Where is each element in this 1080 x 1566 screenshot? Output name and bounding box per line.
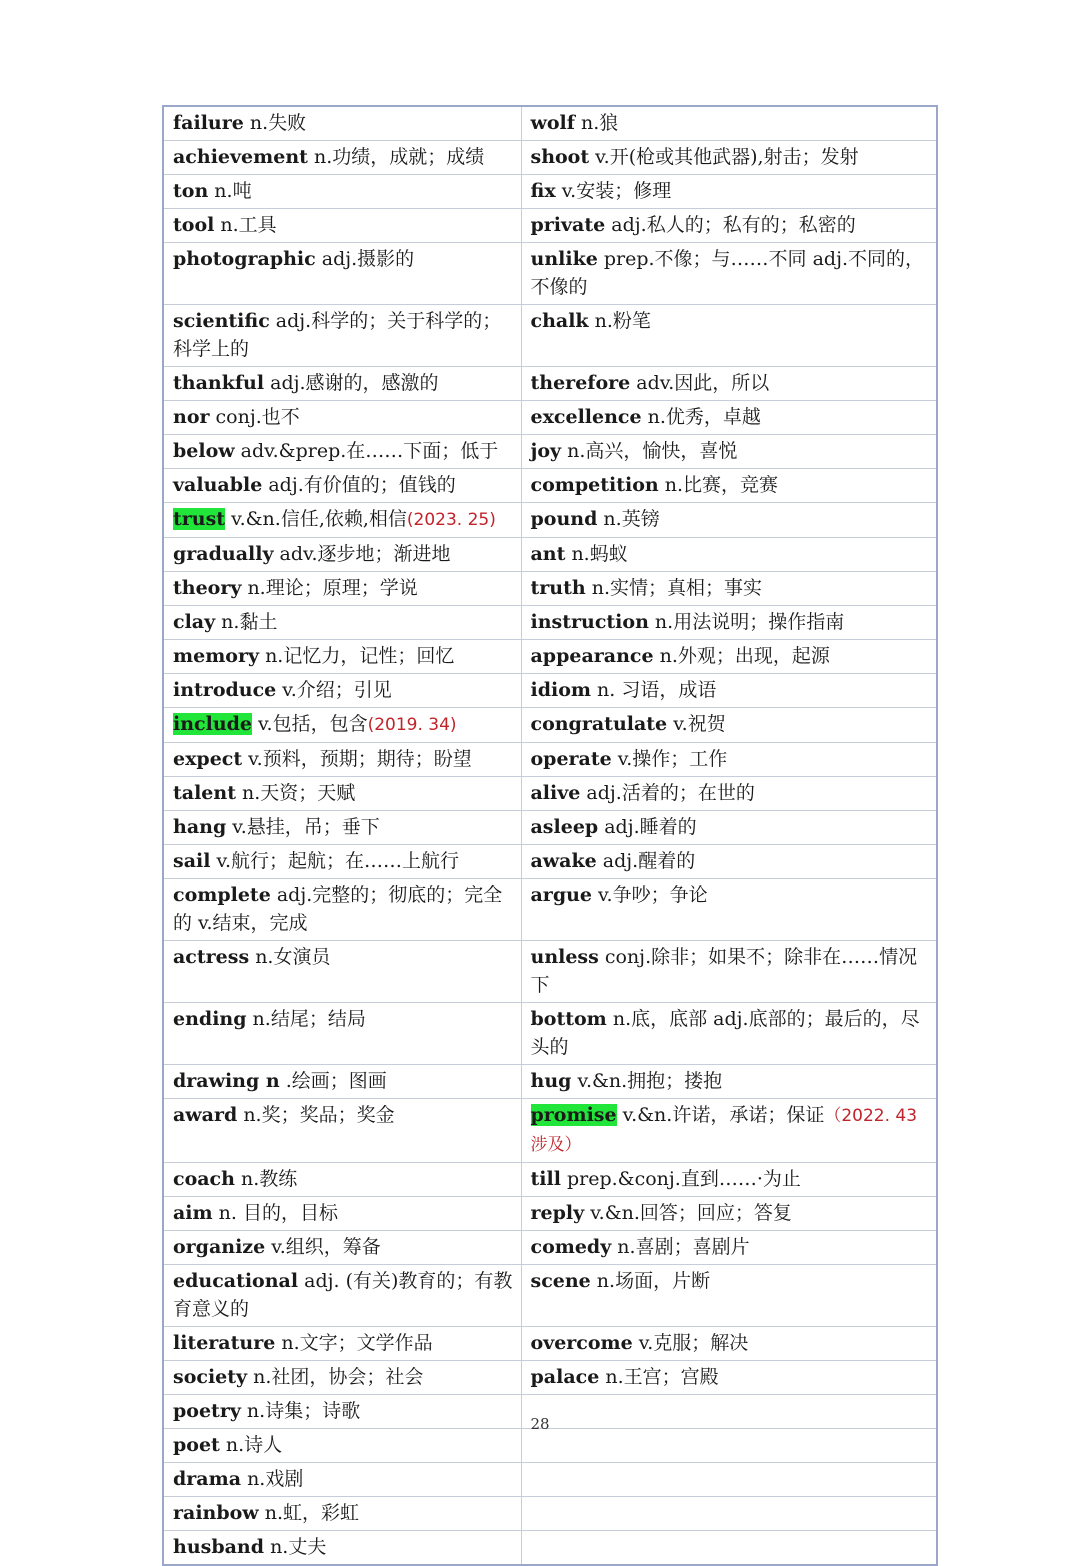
vocab-word: appearance xyxy=(530,645,654,667)
vocab-word: unless xyxy=(530,946,599,968)
right-cell xyxy=(521,1463,937,1497)
table-row xyxy=(163,106,937,141)
left-cell xyxy=(163,106,521,141)
vocab-word: memory xyxy=(173,645,260,667)
vocab-word: fix xyxy=(530,180,556,202)
right-cell xyxy=(521,1265,937,1327)
right-cell xyxy=(521,1497,937,1531)
definition: v.开(枪或其他武器),射击；发射 xyxy=(589,146,859,168)
left-cell xyxy=(163,1099,521,1163)
definition: n.英镑 xyxy=(597,508,660,530)
left-cell xyxy=(163,141,521,175)
right-cell xyxy=(521,141,937,175)
table-row xyxy=(163,640,937,674)
exam-reference: (2023. 25) xyxy=(406,510,496,530)
definition: n.丈夫 xyxy=(264,1536,327,1558)
right-cell xyxy=(521,469,937,503)
definition: n.诗人 xyxy=(219,1434,283,1456)
definition: n.黏土 xyxy=(215,611,278,633)
definition: n.蚂蚁 xyxy=(565,543,628,565)
right-cell xyxy=(521,1099,937,1163)
vocab-word: operate xyxy=(530,748,612,770)
left-cell xyxy=(163,209,521,243)
definition: n.虹，彩虹 xyxy=(258,1502,359,1524)
definition: v.&n.拥抱；搂抱 xyxy=(571,1070,723,1092)
definition: n.天资；天赋 xyxy=(235,782,356,804)
left-cell xyxy=(163,674,521,708)
definition: n.优秀，卓越 xyxy=(641,406,761,428)
definition: n.场面，片断 xyxy=(590,1270,711,1292)
table-row xyxy=(163,845,937,879)
definition: n.戏剧 xyxy=(241,1468,304,1490)
table-row xyxy=(163,606,937,640)
table-row xyxy=(163,1361,937,1395)
definition: n.功绩，成就；成绩 xyxy=(307,146,485,168)
left-cell xyxy=(163,743,521,777)
highlighted-word: promise xyxy=(530,1104,617,1126)
definition: adv.逐步地；渐进地 xyxy=(273,543,451,565)
vocab-word: scientific xyxy=(173,310,270,332)
right-cell xyxy=(521,305,937,367)
right-cell xyxy=(521,1327,937,1361)
right-cell xyxy=(521,401,937,435)
vocab-word: organize xyxy=(173,1236,266,1258)
left-cell xyxy=(163,1429,521,1463)
highlighted-word: include xyxy=(173,713,253,735)
table-row xyxy=(163,1231,937,1265)
left-cell xyxy=(163,1231,521,1265)
left-cell xyxy=(163,811,521,845)
right-cell xyxy=(521,1429,937,1463)
vocab-word: thankful xyxy=(173,372,265,394)
vocab-word: comedy xyxy=(530,1236,612,1258)
vocab-word: asleep xyxy=(530,816,599,838)
vocab-word: unlike xyxy=(530,248,598,270)
vocab-word: educational xyxy=(173,1270,299,1292)
left-cell xyxy=(163,1361,521,1395)
left-cell xyxy=(163,305,521,367)
right-cell xyxy=(521,538,937,572)
left-cell xyxy=(163,1327,521,1361)
right-cell xyxy=(521,367,937,401)
vocab-word: literature xyxy=(173,1332,276,1354)
definition: n.结尾；结局 xyxy=(246,1008,366,1030)
table-row xyxy=(163,175,937,209)
vocab-word: truth xyxy=(530,577,586,599)
table-row xyxy=(163,503,937,538)
vocabulary-table-body xyxy=(163,106,937,1565)
left-cell xyxy=(163,435,521,469)
vocabulary-table xyxy=(162,105,938,1566)
table-row xyxy=(163,1429,937,1463)
definition: v.包括，包含 xyxy=(252,713,368,735)
definition: n.教练 xyxy=(234,1168,298,1190)
definition: v.安装；修理 xyxy=(555,180,672,202)
definition: v.操作；工作 xyxy=(611,748,728,770)
definition: conj.除非；如果不；除非在……情况下 xyxy=(530,946,918,996)
right-cell xyxy=(521,1065,937,1099)
left-cell xyxy=(163,777,521,811)
vocab-word: talent xyxy=(173,782,236,804)
left-cell xyxy=(163,845,521,879)
left-cell xyxy=(163,708,521,743)
left-cell xyxy=(163,1497,521,1531)
definition: prep.&conj.直到……·为止 xyxy=(560,1168,801,1190)
right-cell xyxy=(521,1531,937,1566)
table-row xyxy=(163,1497,937,1531)
definition: v.&n.信任,依赖,相信 xyxy=(225,508,407,530)
right-cell xyxy=(521,243,937,305)
left-cell xyxy=(163,879,521,941)
vocab-word: scene xyxy=(530,1270,591,1292)
vocab-word: drawing n xyxy=(173,1070,280,1092)
left-cell xyxy=(163,243,521,305)
vocab-word: congratulate xyxy=(530,713,668,735)
vocab-word: bottom xyxy=(530,1008,607,1030)
right-cell xyxy=(521,674,937,708)
vocab-word: hang xyxy=(173,816,227,838)
definition: adj.科学的；关于科学的；科学上的 xyxy=(173,310,502,360)
right-cell xyxy=(521,640,937,674)
vocab-word: actress xyxy=(173,946,250,968)
vocab-word: awake xyxy=(530,850,597,872)
vocab-word: rainbow xyxy=(173,1502,259,1524)
left-cell xyxy=(163,572,521,606)
table-row xyxy=(163,879,937,941)
right-cell xyxy=(521,175,937,209)
definition: n.底，底部 adj.底部的；最后的，尽头的 xyxy=(530,1008,920,1058)
definition: n.理论；原理；学说 xyxy=(241,577,418,599)
table-row xyxy=(163,401,937,435)
vocab-word: argue xyxy=(530,884,593,906)
definition: v.争吵；争论 xyxy=(592,884,708,906)
definition: n.用法说明；操作指南 xyxy=(648,611,845,633)
vocab-word: private xyxy=(530,214,606,236)
definition: v.&n.许诺，承诺；保证 xyxy=(616,1104,825,1126)
table-row xyxy=(163,1163,937,1197)
right-cell xyxy=(521,106,937,141)
left-cell xyxy=(163,606,521,640)
vocab-word: nor xyxy=(173,406,210,428)
vocab-word: joy xyxy=(530,440,562,462)
table-row xyxy=(163,1327,937,1361)
vocab-word: therefore xyxy=(530,372,631,394)
table-row xyxy=(163,743,937,777)
table-row xyxy=(163,1197,937,1231)
table-row xyxy=(163,941,937,1003)
right-cell xyxy=(521,708,937,743)
vocab-word: overcome xyxy=(530,1332,633,1354)
table-row xyxy=(163,305,937,367)
left-cell xyxy=(163,1463,521,1497)
vocab-word: ant xyxy=(530,543,566,565)
right-cell xyxy=(521,435,937,469)
left-cell xyxy=(163,503,521,538)
right-cell xyxy=(521,209,937,243)
vocab-word: aim xyxy=(173,1202,213,1224)
definition: v.悬挂，吊；垂下 xyxy=(226,816,380,838)
right-cell xyxy=(521,1197,937,1231)
definition: n. 习语，成语 xyxy=(591,679,717,701)
left-cell xyxy=(163,469,521,503)
definition: conj.也不 xyxy=(209,406,300,428)
left-cell xyxy=(163,538,521,572)
table-row xyxy=(163,1003,937,1065)
table-row xyxy=(163,1099,937,1163)
vocab-word: hug xyxy=(530,1070,572,1092)
left-cell xyxy=(163,367,521,401)
definition: n.奖；奖品；奖金 xyxy=(237,1104,395,1126)
definition: v.航行；起航；在……上航行 xyxy=(210,850,460,872)
definition: n.高兴，愉快，喜悦 xyxy=(561,440,738,462)
vocab-word: idiom xyxy=(530,679,591,701)
definition: adj.私人的；私有的；私密的 xyxy=(605,214,856,236)
definition: n.失败 xyxy=(243,112,307,134)
left-cell xyxy=(163,941,521,1003)
vocab-word: palace xyxy=(530,1366,600,1388)
table-row xyxy=(163,367,937,401)
definition: n.社团，协会；社会 xyxy=(247,1366,424,1388)
left-cell xyxy=(163,1197,521,1231)
vocab-word: wolf xyxy=(530,112,575,134)
vocab-word: poet xyxy=(173,1434,220,1456)
right-cell xyxy=(521,777,937,811)
vocab-word: society xyxy=(173,1366,248,1388)
vocab-word: introduce xyxy=(173,679,277,701)
definition: n.工具 xyxy=(214,214,277,236)
definition: v.预料，预期；期待；盼望 xyxy=(242,748,472,770)
definition: adj.活着的；在世的 xyxy=(580,782,755,804)
right-cell xyxy=(521,572,937,606)
table-row xyxy=(163,674,937,708)
vocab-word: shoot xyxy=(530,146,590,168)
left-cell xyxy=(163,1003,521,1065)
right-cell xyxy=(521,845,937,879)
vocab-word: sail xyxy=(173,850,211,872)
vocab-word: pound xyxy=(530,508,598,530)
table-row xyxy=(163,811,937,845)
exam-reference: (2019. 34) xyxy=(367,715,457,735)
right-cell xyxy=(521,503,937,538)
vocab-word: complete xyxy=(173,884,271,906)
table-row xyxy=(163,708,937,743)
table-row xyxy=(163,141,937,175)
definition: adj.完整的；彻底的；完全的 v.结束，完成 xyxy=(173,884,503,934)
table-row xyxy=(163,469,937,503)
page-number: 28 xyxy=(530,1415,550,1433)
vocab-word: achievement xyxy=(173,146,308,168)
definition: adj.醒着的 xyxy=(596,850,696,872)
definition: adj.感谢的，感激的 xyxy=(264,372,439,394)
definition: n.文字；文学作品 xyxy=(275,1332,433,1354)
definition: .绘画；图画 xyxy=(279,1070,387,1092)
definition: n.狼 xyxy=(574,112,619,134)
definition: v.介绍；引见 xyxy=(276,679,392,701)
right-cell xyxy=(521,1231,937,1265)
vocab-word: clay xyxy=(173,611,216,633)
vocab-word: reply xyxy=(530,1202,585,1224)
definition: n.比赛，竞赛 xyxy=(658,474,779,496)
definition: v.&n.回答；回应；答复 xyxy=(584,1202,792,1224)
exam-reference: （2022. 43 涉及） xyxy=(530,1106,918,1155)
right-cell xyxy=(521,1163,937,1197)
vocab-word: award xyxy=(173,1104,238,1126)
table-row xyxy=(163,1265,937,1327)
definition: n.诗集；诗歌 xyxy=(240,1400,361,1422)
left-cell xyxy=(163,1265,521,1327)
table-row xyxy=(163,243,937,305)
vocab-word: expect xyxy=(173,748,243,770)
definition: adv.&prep.在……下面；低于 xyxy=(234,440,499,462)
table-row xyxy=(163,1531,937,1566)
right-cell xyxy=(521,941,937,1003)
definition: adj.摄影的 xyxy=(315,248,415,270)
definition: n.记忆力，记性；回忆 xyxy=(259,645,455,667)
right-cell xyxy=(521,879,937,941)
right-cell xyxy=(521,1003,937,1065)
vocab-word: ton xyxy=(173,180,209,202)
vocab-word: failure xyxy=(173,112,244,134)
vocab-word: till xyxy=(530,1168,561,1190)
vocab-word: ending xyxy=(173,1008,247,1030)
vocab-word: theory xyxy=(173,577,242,599)
definition: v.祝贺 xyxy=(667,713,726,735)
definition: n.女演员 xyxy=(249,946,331,968)
right-cell xyxy=(521,606,937,640)
definition: n. 目的，目标 xyxy=(212,1202,338,1224)
table-row xyxy=(163,538,937,572)
definition: adv.因此，所以 xyxy=(630,372,770,394)
left-cell xyxy=(163,1531,521,1566)
table-row xyxy=(163,209,937,243)
table-row xyxy=(163,777,937,811)
definition: v.克服；解决 xyxy=(632,1332,749,1354)
vocab-word: excellence xyxy=(530,406,642,428)
left-cell xyxy=(163,1163,521,1197)
right-cell xyxy=(521,1361,937,1395)
definition: n.王宫；宫殿 xyxy=(599,1366,719,1388)
definition: adj.睡着的 xyxy=(598,816,697,838)
right-cell xyxy=(521,743,937,777)
vocab-word: gradually xyxy=(173,543,274,565)
definition: adj. (有关)教育的；有教育意义的 xyxy=(173,1270,513,1320)
left-cell xyxy=(163,640,521,674)
definition: n.外观；出现，起源 xyxy=(653,645,830,667)
definition: n.实情；真相；事实 xyxy=(585,577,763,599)
vocab-word: below xyxy=(173,440,235,462)
vocab-word: photographic xyxy=(173,248,316,270)
vocab-word: poetry xyxy=(173,1400,241,1422)
left-cell xyxy=(163,175,521,209)
vocab-word: alive xyxy=(530,782,581,804)
vocab-word: drama xyxy=(173,1468,242,1490)
table-row xyxy=(163,572,937,606)
table-row xyxy=(163,435,937,469)
vocab-word: valuable xyxy=(173,474,263,496)
definition: n.喜剧；喜剧片 xyxy=(611,1236,750,1258)
definition: adj.有价值的；值钱的 xyxy=(262,474,456,496)
vocab-word: tool xyxy=(173,214,215,236)
vocab-word: instruction xyxy=(530,611,649,633)
highlighted-word: trust xyxy=(173,508,226,530)
table-row xyxy=(163,1463,937,1497)
left-cell xyxy=(163,401,521,435)
definition: n.粉笔 xyxy=(588,310,651,332)
vocab-word: coach xyxy=(173,1168,235,1190)
left-cell xyxy=(163,1065,521,1099)
definition: n.吨 xyxy=(208,180,252,202)
right-cell xyxy=(521,811,937,845)
definition: prep.不像；与……不同 adj.不同的，不像的 xyxy=(530,248,925,298)
vocab-word: husband xyxy=(173,1536,265,1558)
table-row xyxy=(163,1065,937,1099)
definition: v.组织，筹备 xyxy=(265,1236,381,1258)
vocab-word: competition xyxy=(530,474,659,496)
vocab-word: chalk xyxy=(530,310,589,332)
